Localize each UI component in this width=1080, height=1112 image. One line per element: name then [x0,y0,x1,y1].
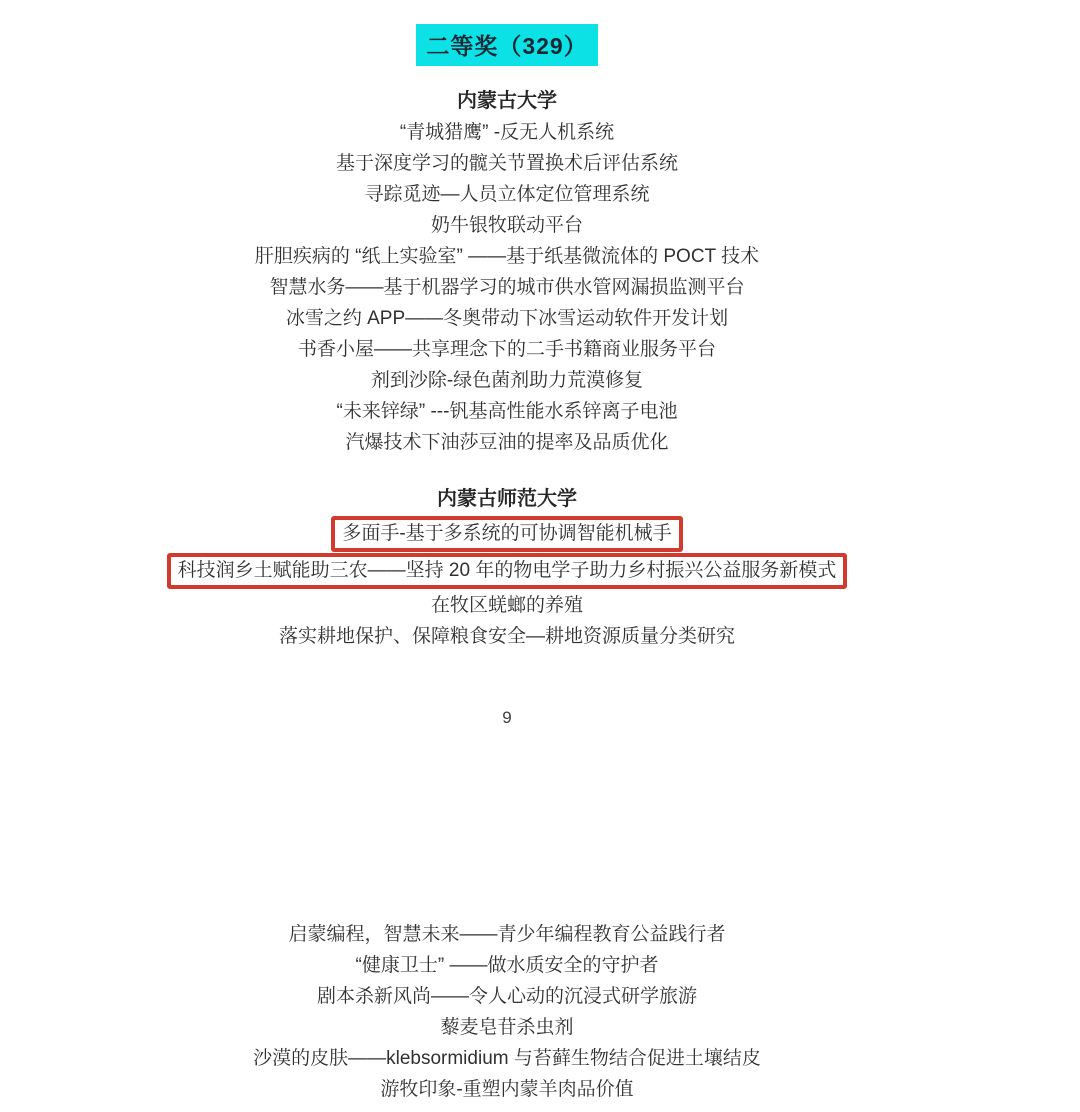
project-line [0,553,1014,589]
section-next-page-projects [0,919,1014,1105]
project-line [0,516,1014,552]
project-item: 肝胆疾病的 “纸上实验室” ——基于纸基微流体的 POCT 技术 [254,246,760,267]
project-item: 奶牛银牧联动平台 [430,215,583,236]
project-item: 书香小屋——共享理念下的二手书籍商业服务平台 [297,339,716,360]
project-item: 游牧印象-重塑内蒙羊肉品价值 [380,1079,634,1100]
page-number: 9 [502,708,512,727]
award-title: 二等奖（329） [416,24,597,66]
project-item: 落实耕地保护、保障粮食安全—耕地资源质量分类研究 [278,626,735,647]
project-item: 基于深度学习的髋关节置换术后评估系统 [335,153,678,174]
project-item: 智慧水务——基于机器学习的城市供水管网漏损监测平台 [269,277,745,298]
section-university-2 [0,484,1014,652]
section-university-1 [0,86,1014,458]
red-annotation-box [331,516,682,552]
university-name: 内蒙古大学 [457,90,557,112]
project-item: 剧本杀新风尚——令人心动的沉浸式研学旅游 [316,986,697,1007]
project-item: “健康卫士” ——做水质安全的守护者 [355,955,659,976]
project-item: 科技润乡土赋能助三农——坚持 20 年的物电学子助力乡村振兴公益服务新模式 [177,560,837,581]
project-item: “青城猎鹰” -反无人机系统 [399,122,615,143]
project-item: 剂到沙除-绿色菌剂助力荒漠修复 [370,370,644,391]
red-annotation-box [167,553,848,589]
project-item: 寻踪觅迹—人员立体定位管理系统 [364,184,650,205]
project-item: 在牧区蜣螂的养殖 [430,595,583,616]
project-item: 多面手-基于多系统的可协调智能机械手 [342,523,672,544]
project-item: 汽爆技术下油莎豆油的提率及品质优化 [345,432,669,453]
project-item: 冰雪之约 APP——冬奥带动下冰雪运动软件开发计划 [285,308,729,329]
project-item: “未来锌绿” ---钒基高性能水系锌离子电池 [336,401,678,422]
title-row [0,24,1014,66]
project-item: 沙漠的皮肤——klebsormidium 与苔藓生物结合促进土壤结皮 [253,1048,761,1069]
university-name: 内蒙古师范大学 [437,488,577,510]
project-item: 启蒙编程，智慧未来——青少年编程教育公益践行者 [288,924,726,945]
project-item: 藜麦皂苷杀虫剂 [440,1017,574,1038]
